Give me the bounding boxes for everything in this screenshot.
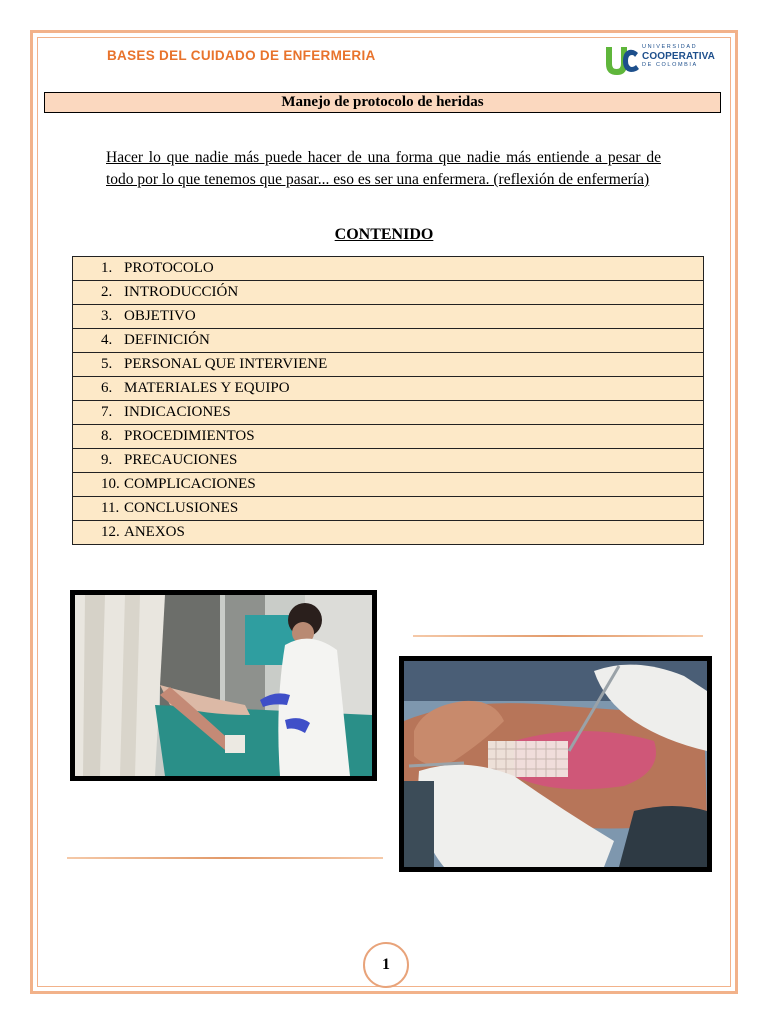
contents-item-number: 3. [101,308,113,324]
contents-row [73,497,704,521]
nursing-quote: Hacer lo que nadie más puede hacer de una forma que nadie más entiende a pesar de todo por lo que tenemos que pasar... eso es ser una enfermera. (reflexión de enfermería) [106,149,661,188]
contents-cell [73,401,704,425]
contents-item-label: PROTOCOLO [124,260,214,276]
contents-item-number: 4. [101,332,113,348]
logo-line-1: UNIVERSIDAD [642,44,698,50]
contents-cell [73,305,704,329]
contents-row [73,329,704,353]
header-title: BASES DEL CUIDADO DE ENFERMERIA [107,48,376,63]
decorative-line-top [413,635,703,637]
contents-row [73,353,704,377]
contents-item-label: DEFINICIÓN [124,332,210,348]
contents-cell [73,257,704,281]
contents-item-number: 11. [101,500,120,516]
contents-item-number: 1. [101,260,113,276]
contents-table [72,256,704,545]
contents-item-number: 8. [101,428,113,444]
contents-item-label: INTRODUCCIÓN [124,284,239,300]
contents-item-label: PERSONAL QUE INTERVIENE [124,356,328,372]
decorative-line-bottom [67,857,383,859]
logo-line-2: COOPERATIVA [642,50,715,62]
photo-wound-dressing [399,656,712,872]
contents-row [73,401,704,425]
contents-item-number: 2. [101,284,113,300]
contents-item-label: CONCLUSIONES [124,500,239,516]
contents-row [73,257,704,281]
contents-item-number: 7. [101,404,113,420]
contents-cell [73,497,704,521]
uc-logo-icon [604,44,640,78]
contents-item-label: PROCEDIMIENTOS [124,428,255,444]
contents-row [73,449,704,473]
contents-item-number: 12. [101,524,120,540]
contents-cell [73,521,704,545]
university-logo [604,44,724,78]
contents-row [73,521,704,545]
contents-cell [73,425,704,449]
contents-item-number: 9. [101,452,113,468]
contents-cell [73,281,704,305]
contents-row [73,377,704,401]
page-number: 1 [363,942,409,988]
contents-cell [73,449,704,473]
logo-line-3: DE COLOMBIA [642,61,698,68]
contents-item-number: 5. [101,356,113,372]
contents-item-label: OBJETIVO [124,308,196,324]
contents-item-number: 6. [101,380,113,396]
contents-row [73,425,704,449]
contents-heading: CONTENIDO [334,226,434,243]
contents-item-label: COMPLICACIONES [124,476,256,492]
contents-row [73,473,704,497]
wound-care-image [404,661,707,867]
contents-cell [73,353,704,377]
document-title: Manejo de protocolo de heridas [44,92,721,113]
nurse-patient-image [75,595,372,776]
contents-row [73,281,704,305]
contents-item-label: MATERIALES Y EQUIPO [124,380,290,396]
contents-item-label: PRECAUCIONES [124,452,238,468]
contents-cell [73,377,704,401]
contents-item-label: INDICACIONES [124,404,231,420]
photo-nurse-treating-leg [70,590,377,781]
contents-item-number: 10. [101,476,120,492]
contents-cell [73,329,704,353]
contents-row [73,305,704,329]
contents-cell [73,473,704,497]
contents-item-label: ANEXOS [124,524,185,540]
